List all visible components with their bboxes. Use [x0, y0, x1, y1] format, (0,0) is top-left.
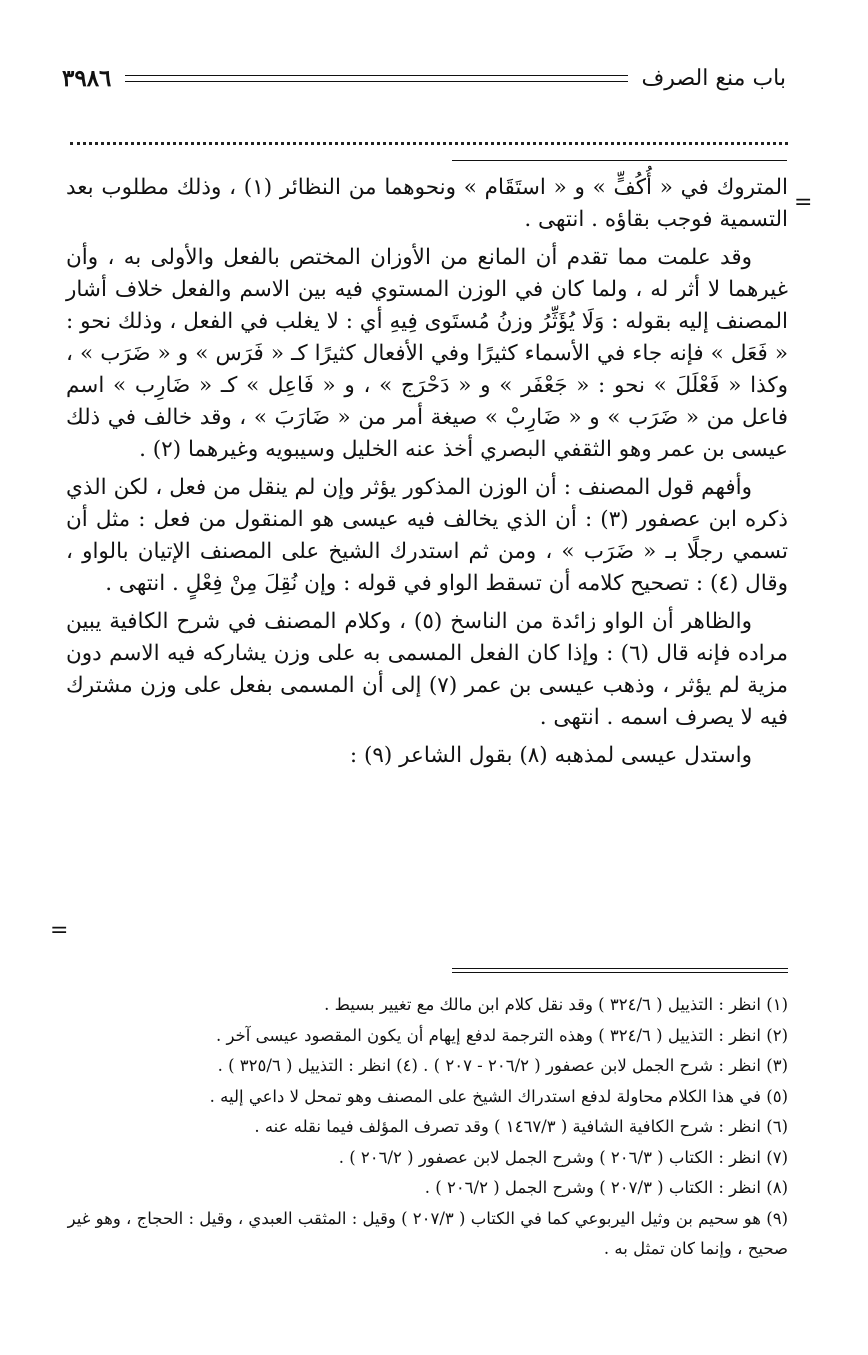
continuation-mark-bottom: = — [50, 918, 69, 943]
footnote: (٧) انظر : الكتاب ( ٢٠٦/٣ ) وشرح الجمل لابن عصفور ( ٢٠٦/٢ ) . — [338, 1147, 788, 1167]
paragraph: المتروك في « أُكُفٍّ » و « استَقَام » ونحوهما من النظائر (١) ، وذلك مطلوب بعد التسمية فوجب بقاؤه . انتهى . — [66, 175, 788, 232]
paragraph: وقد علمت مما تقدم أن المانع من الأوزان المختص بالفعل والأولى به ، وأن غيرهما لا أثر له ، ولما كان في الوزن المستوي فيه بين الاسم والفعل خلاف أشار المصنف إليه بقوله : وَلَا يُؤَثِّرُ وزنُ مُستَوى فِيهِ أي : لا يغلب في الفعل ، وذلك نحو : « فَعَل » فإنه جاء في الأسماء كثيرًا وفي الأفعال كثيرًا كـ « فَرَس » و « ضَرَب » ، وكذا « فَعْلَلَ » نحو : « جَعْفَر » و « دَحْرَج » ، و « فَاعِل » كـ « ضَارِب » اسم فاعل من « ضَرَب » و « ضَارِبْ » صيغة أمر من « ضَارَبَ » ، وقد خالف في ذلك عيسى بن عمر وهو الثقفي البصري أخذ عنه الخليل وسيبويه وغيرهما (٢) . — [66, 245, 788, 462]
continuation-mark-top: = — [794, 190, 813, 215]
footnote: (١) انظر : التذييل ( ٣٢٤/٦ ) وقد نقل كلام ابن مالك مع تغيير بسيط . — [324, 995, 788, 1014]
dotted-separator — [70, 128, 788, 145]
footnote: (٢) انظر : التذييل ( ٣٢٤/٦ ) وهذه الترجمة لدفع إيهام أن يكون المقصود عيسى آخر . — [215, 1025, 788, 1045]
paragraph: واستدل عيسى لمذهبه (٨) بقول الشاعر (٩) : — [349, 743, 752, 768]
footnotes — [66, 990, 788, 1265]
footnote: (٨) انظر : الكتاب ( ٢٠٧/٣ ) وشرح الجمل ( ٢٠٦/٢ ) . — [424, 1178, 788, 1197]
chapter-title: باب منع الصرف — [641, 65, 786, 91]
main-text — [66, 172, 788, 772]
page-number: ٣٩٨٦ — [62, 64, 112, 92]
paragraph: وأفهم قول المصنف : أن الوزن المذكور يؤثر وإن لم ينقل من فعل ، لكن الذي ذكره ابن عصفور (٣) : أن الذي يخالف فيه عيسى هو المنقول من فعل : مثل أن تسمي رجلًا بـ « ضَرَب » ، ومن ثم استدرك الشيخ على المصنف الإتيان بالواو ، وقال (٤) : تصحيح كلامه أن تسقط الواو في قوله : وإن نُقِلَ مِنْ فِعْلٍ . انتهى . — [66, 475, 788, 596]
footnote: (٣) انظر : شرح الجمل لابن عصفور ( ٢٠٦/٢ - ٢٠٧ ) . (٤) انظر : التذييل ( ٣٢٥/٦ ) . — [217, 1056, 788, 1075]
paragraph: والظاهر أن الواو زائدة من الناسخ (٥) ، وكلام المصنف في شرح الكافية يبين مراده فإنه قال (٦) : وإذا كان الفعل المسمى به على وزن يشاركه فيه الاسم دون مزية لم يؤثر ، وذهب عيسى بن عمر (٧) إلى أن المسمى بفعل على وزن مشترك فيه لا يصرف اسمه . انتهى . — [66, 609, 789, 730]
footnote: (٦) انظر : شرح الكافية الشافية ( ١٤٦٧/٣ ) وقد تصرف المؤلف فيما نقله عنه . — [254, 1117, 788, 1136]
header-rule — [125, 75, 627, 82]
footnote-rule — [452, 968, 788, 973]
footnote: (٩) هو سحيم بن وثيل اليربوعي كما في الكتاب ( ٢٠٧/٣ ) وقيل : المثقب العبدي ، وقيل : الحجاج ، وهو غير صحيح ، وإنما كان تمثل به . — [67, 1208, 788, 1258]
footnote: (٥) في هذا الكلام محاولة لدفع استدراك الشيخ على المصنف وهو تمحل لا داعي إليه . — [209, 1086, 788, 1106]
page-header — [62, 60, 786, 96]
separator-rule — [452, 160, 787, 161]
